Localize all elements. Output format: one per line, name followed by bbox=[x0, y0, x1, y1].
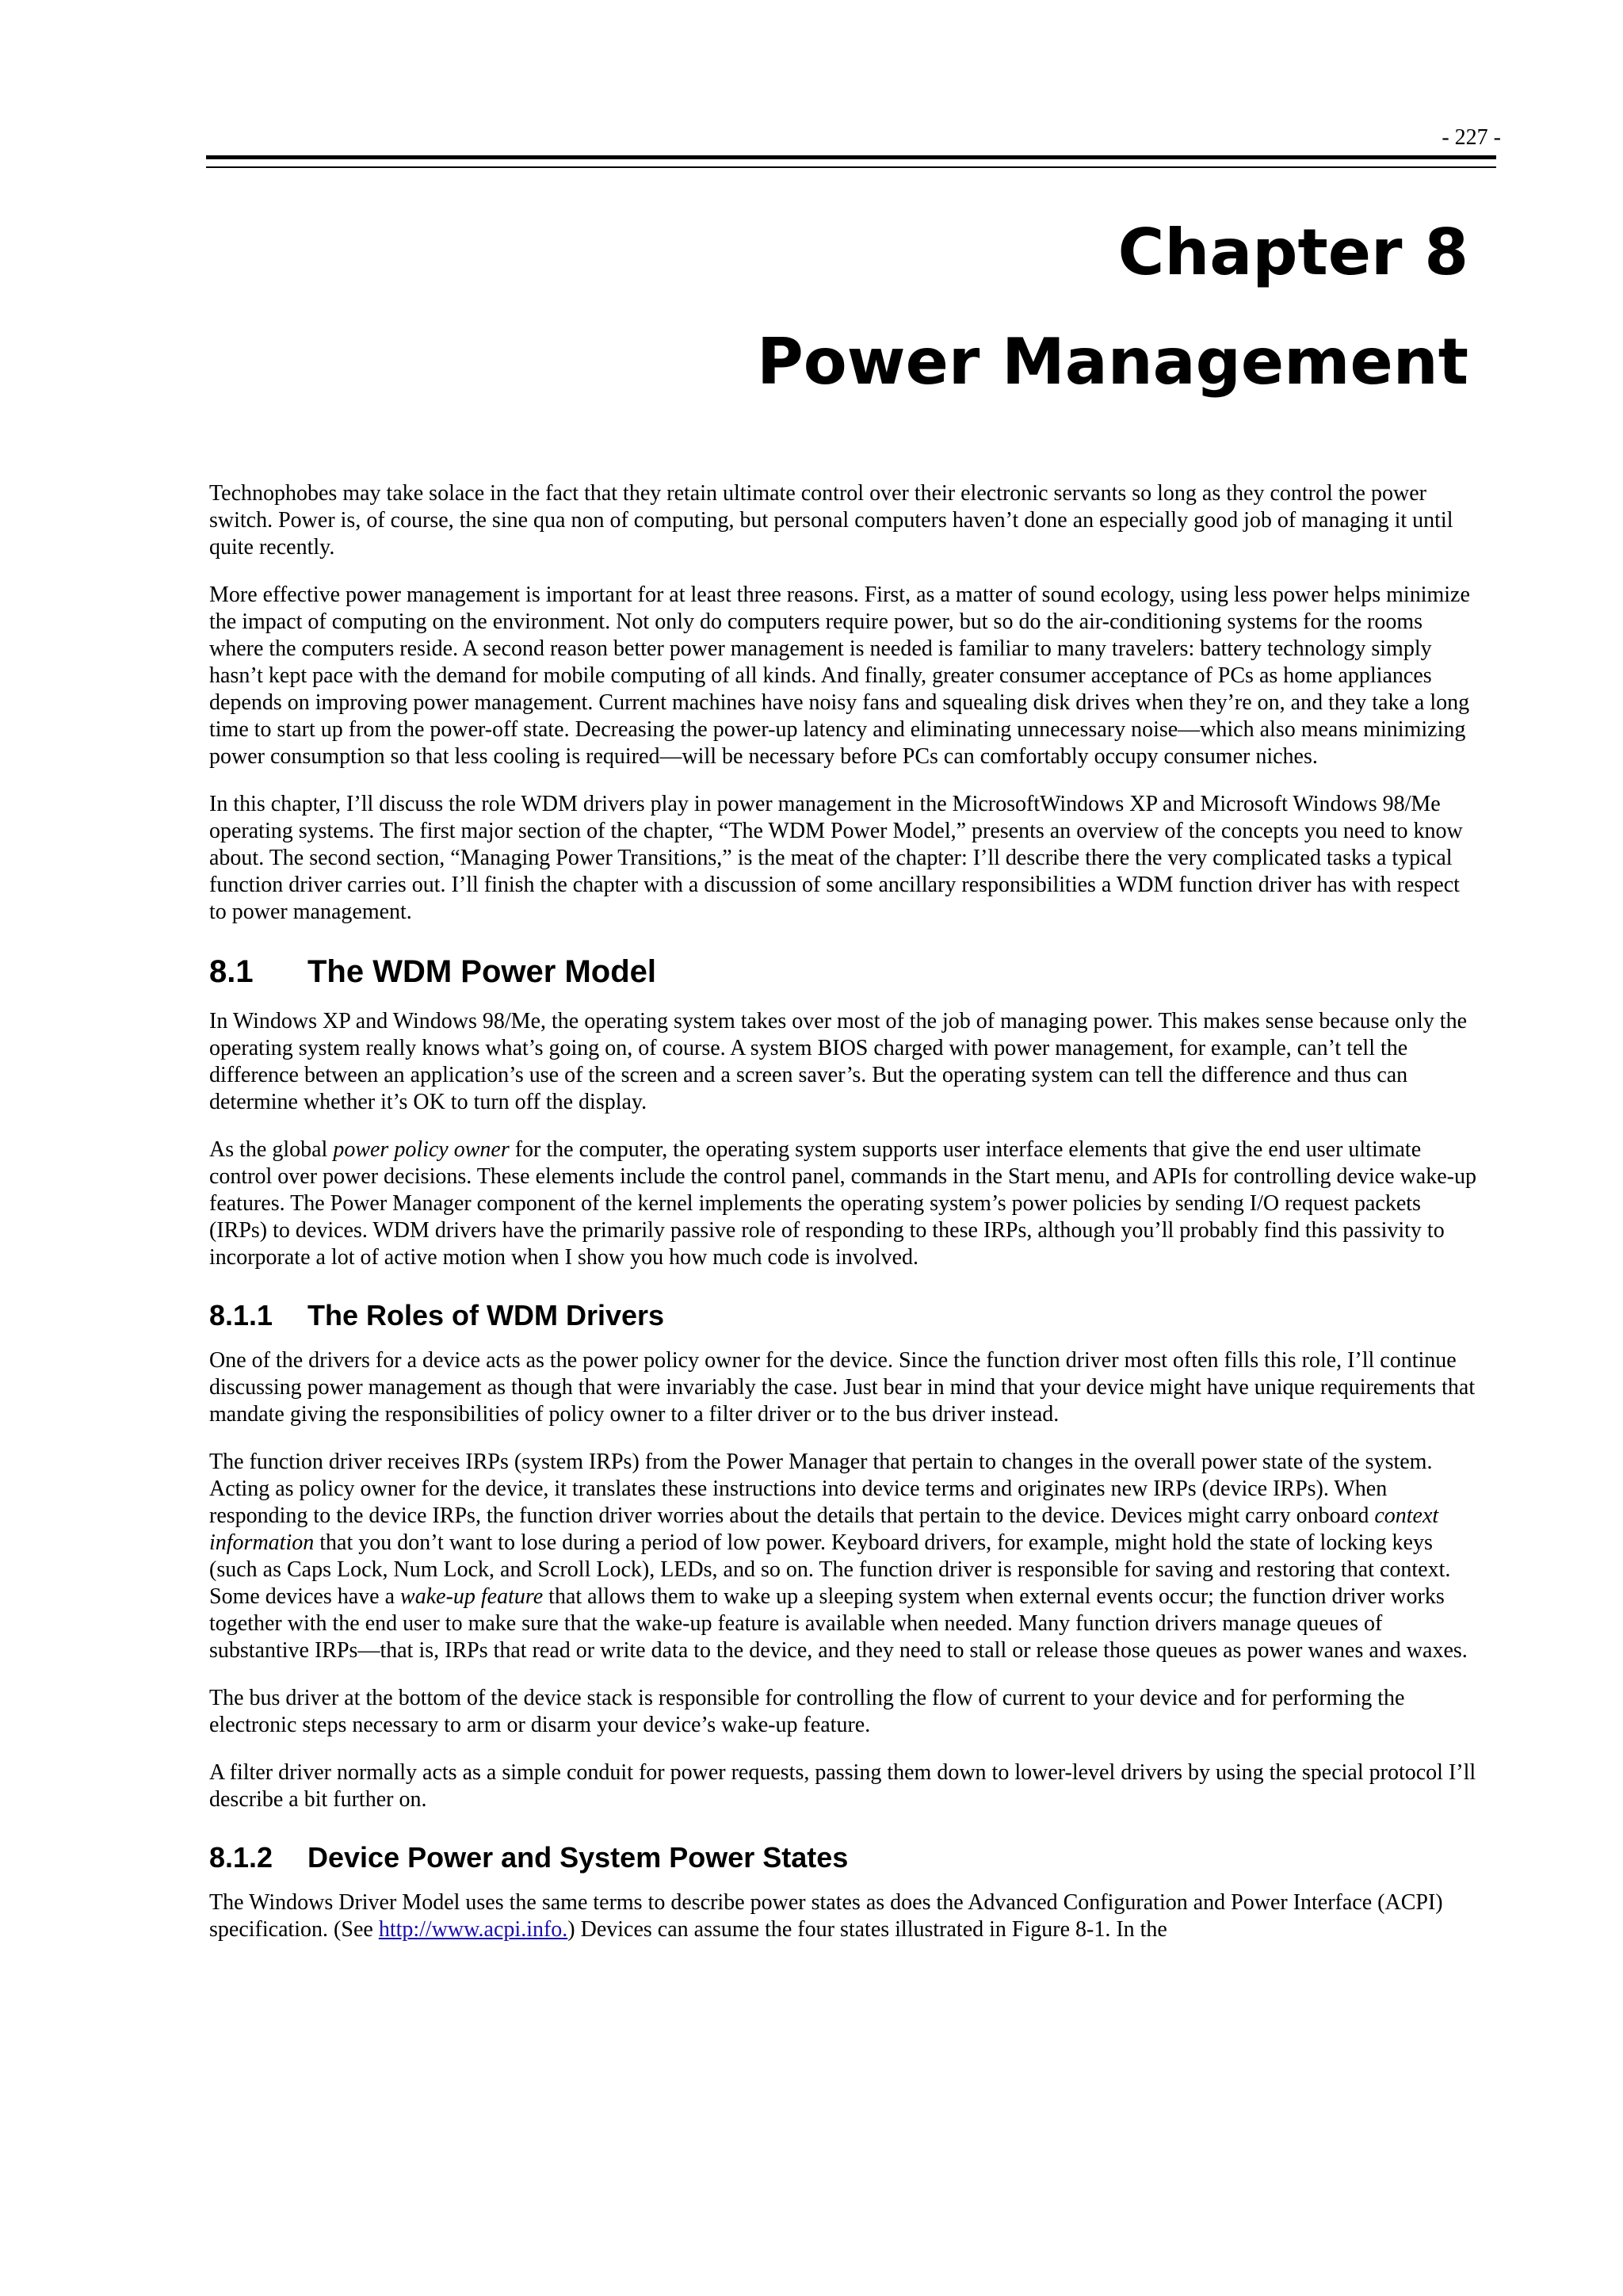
intro-paragraph-2: More effective power management is important for at least three reasons. First, as a matter of sound ecology, using less power helps minimize the impact of computing on the environment. Not only do computers require power, but so do the air-conditioning systems for the rooms where the computers reside. A second reason better power management is needed is familiar to many travelers: battery technology simply hasn’t kept pace with the demand for mobile computing of all kinds. And finally, greater consumer acceptance of PCs as home appliances depends on improving power management. Current machines have noisy fans and squealing disk drives when they’re on, and they take a long time to start up from the power-off state. Decreasing the power-up latency and eliminating unnecessary noise—which also means minimizing power consumption so that less cooling is required—will be necessary before PCs can comfortably occupy consumer niches. bbox=[209, 583, 1470, 769]
subsection-title: The Roles of WDM Drivers bbox=[307, 1299, 665, 1331]
text-run: ) Devices can assume the four states illustrated in Figure 8-1. In the bbox=[567, 1917, 1167, 1942]
subsection-number: 8.1.1 bbox=[209, 1299, 273, 1331]
section-8-1-1-paragraph-4: A filter driver normally acts as a simple conduit for power requests, passing them down to lower-level drivers by using the special protocol I’ll describe a bit further on. bbox=[209, 1760, 1476, 1812]
text-run: that you don’t want to lose during a period of low power. Keyboard drivers, for example, might hold the state of locking keys (such as Caps Lock, Num Lock, and Scroll Lock), LEDs, and so on. The function driver is responsible for saving and restoring that context. Some devices have a bbox=[209, 1530, 1451, 1609]
subsection-number: 8.1.2 bbox=[209, 1841, 273, 1874]
header-rule-thin bbox=[206, 166, 1496, 168]
text-run: As the global bbox=[209, 1137, 334, 1162]
section-8-1-paragraph-2 bbox=[209, 1137, 1477, 1271]
acpi-link[interactable]: http://www.acpi.info. bbox=[378, 1917, 568, 1942]
text-run: for the computer, the operating system supports user interface elements that give the end user ultimate control over power decisions. These elements include the control panel, commands in the Start menu, and APIs for controlling device wake-up features. The Power Manager component of the kernel implements the operating system’s power policies by sending I/O request packets (IRPs) to devices. WDM drivers have the primarily passive role of responding to these IRPs, although you’ll probably find this passivity to incorporate a lot of active motion when I show you how much code is involved. bbox=[209, 1137, 1476, 1270]
section-heading-8-1 bbox=[209, 953, 1477, 991]
italic-term: power policy owner bbox=[333, 1137, 510, 1162]
chapter-title: Power Management bbox=[757, 325, 1468, 399]
header-rule-thick bbox=[206, 155, 1496, 159]
italic-term: wake-up feature bbox=[400, 1584, 544, 1609]
italic-term: context information bbox=[209, 1503, 1439, 1555]
section-title: The WDM Power Model bbox=[307, 954, 656, 989]
text-run: that allows them to wake up a sleeping system when external events occur; the function driver works together with the end user to make sure that the wake-up feature is available when needed. Many function drivers manage queues of substantive IRPs—that is, IRPs that read or write data to the device, and they need to stall or release those queues as power wanes and waxes. bbox=[209, 1584, 1468, 1663]
section-8-1-1-paragraph-2 bbox=[209, 1449, 1477, 1664]
chapter-label: Chapter 8 bbox=[1117, 216, 1468, 289]
text-run: The Windows Driver Model uses the same terms to describe power states as does the Advanced Configuration and Power Interface (ACPI) specification. (See bbox=[209, 1890, 1443, 1942]
section-8-1-2-paragraph-1 bbox=[209, 1889, 1477, 1943]
chapter-heading bbox=[757, 198, 1468, 417]
subsection-title: Device Power and System Power States bbox=[307, 1841, 849, 1874]
intro-paragraph-1: Technophobes may take solace in the fact that they retain ultimate control over their electronic servants so long as they control the power switch. Power is, of course, the sine qua non of computing, but personal computers haven’t done an especially good job of managing it until quite recently. bbox=[209, 481, 1453, 560]
body-content bbox=[209, 480, 1477, 1964]
text-run: The function driver receives IRPs (system IRPs) from the Power Manager that pertain to changes in the overall power state of the system. Acting as policy owner for the device, it translates these instructions into device terms and originates new IRPs (device IRPs). When responding to the device IRPs, the function driver worries about the details that pertain to the device. Devices might carry onboard bbox=[209, 1450, 1433, 1528]
section-8-1-1-paragraph-3: The bus driver at the bottom of the device stack is responsible for controlling the flow of current to your device and for performing the electronic steps necessary to arm or disarm your device’s wake-up feature. bbox=[209, 1686, 1405, 1737]
section-number: 8.1 bbox=[209, 954, 254, 989]
section-8-1-1-paragraph-1: One of the drivers for a device acts as the power policy owner for the device. Since the function driver most often fills this role, I’ll continue discussing power management as though that were invariably the case. Just bear in mind that your device might have unique requirements that mandate giving the responsibilities of policy owner to a filter driver or to the bus driver instead. bbox=[209, 1348, 1476, 1427]
intro-paragraph-3: In this chapter, I’ll discuss the role WDM drivers play in power management in the MicrosoftWindows XP and Microsoft Windows 98/Me operating systems. The first major section of the chapter, “The WDM Power Model,” presents an overview of the concepts you need to know about. The second section, “Managing Power Transitions,” is the meat of the chapter: I’ll describe there the very complicated tasks a typical function driver carries out. I’ll finish the chapter with a discussion of some ancillary responsibilities a WDM function driver has with respect to power management. bbox=[209, 792, 1463, 924]
page-number: - 227 - bbox=[1442, 125, 1501, 150]
subsection-heading-8-1-2 bbox=[209, 1840, 1477, 1875]
subsection-heading-8-1-1 bbox=[209, 1298, 1477, 1333]
section-8-1-paragraph-1: In Windows XP and Windows 98/Me, the operating system takes over most of the job of managing power. This makes sense because only the operating system really knows what’s going on, of course. A system BIOS charged with power management, for example, can’t tell the difference between an application’s use of the screen and a screen saver’s. But the operating system can tell the difference and thus can determine whether it’s OK to turn off the display. bbox=[209, 1009, 1467, 1114]
